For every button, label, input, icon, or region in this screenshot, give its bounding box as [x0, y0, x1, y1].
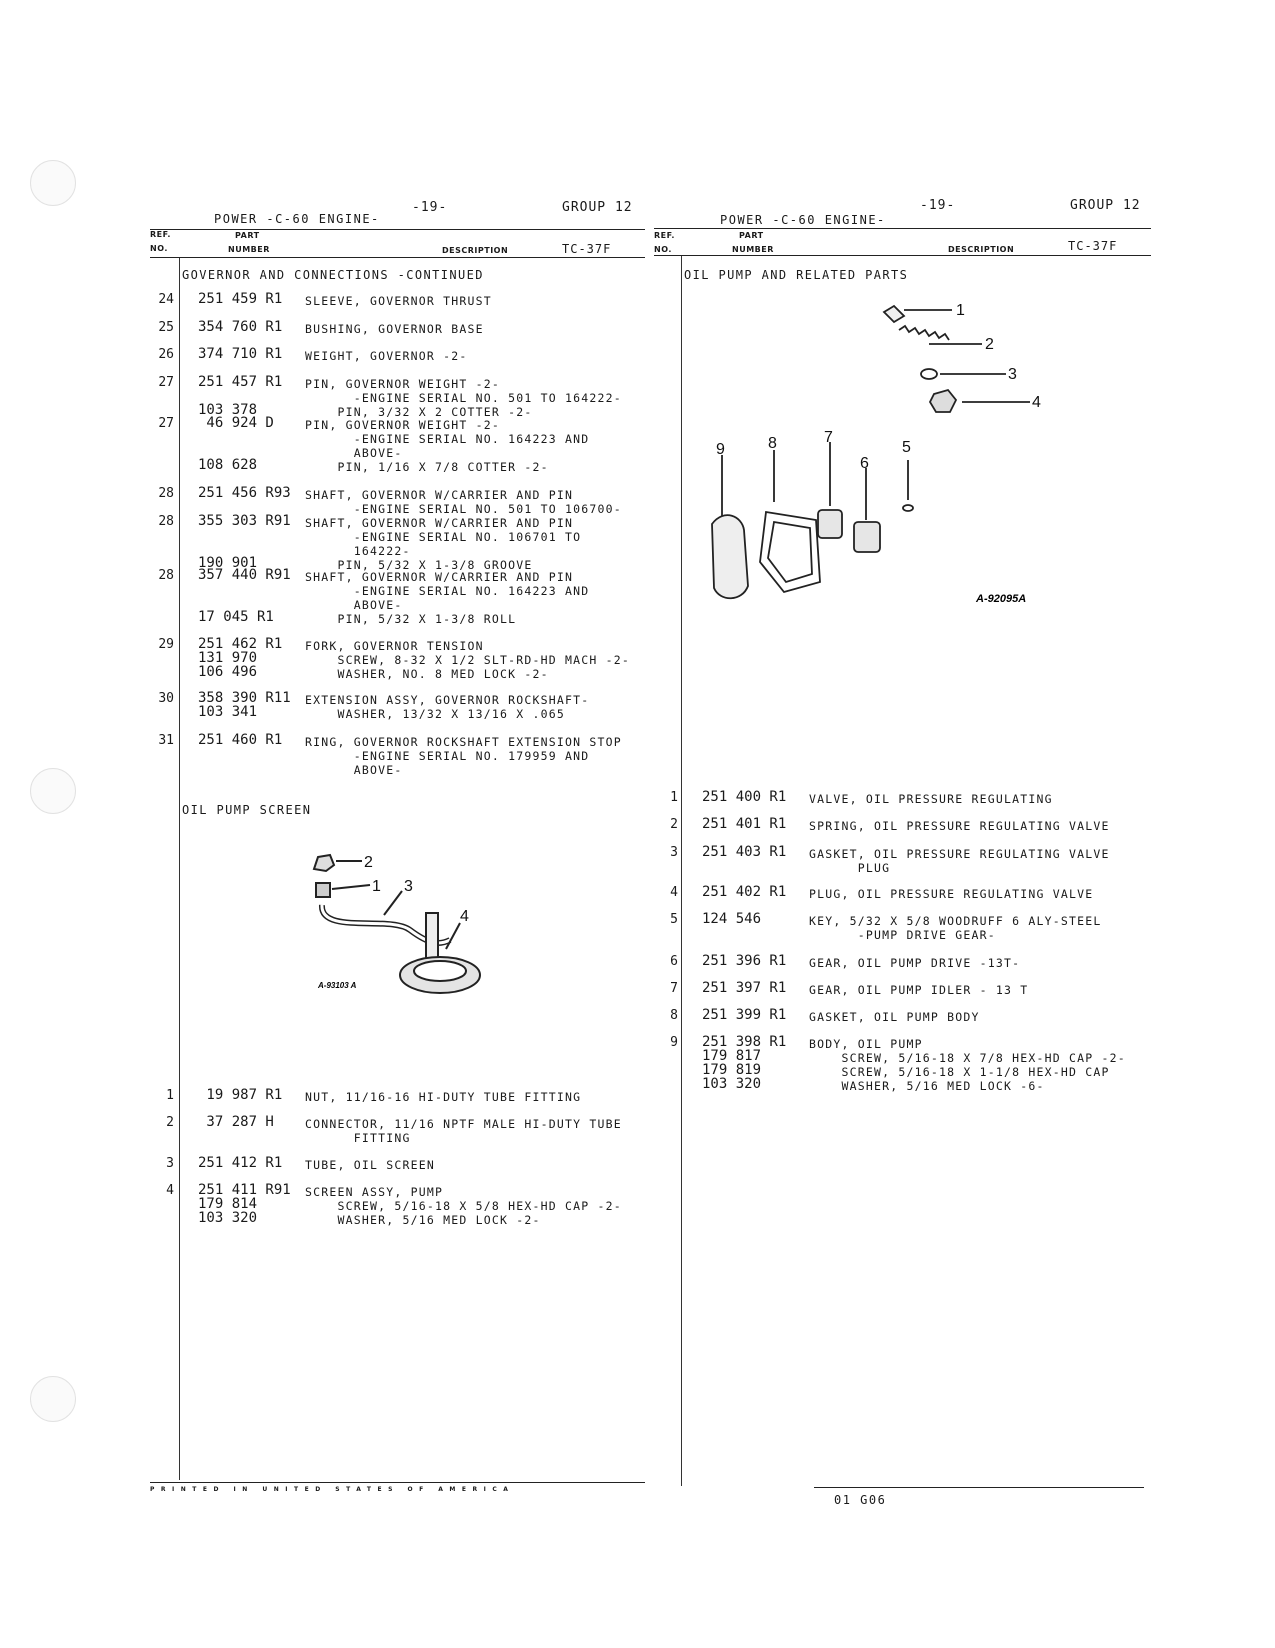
- ref-number: 3: [166, 1156, 174, 1171]
- fig-label-9: 9: [716, 441, 725, 458]
- part-numbers: [198, 691, 291, 719]
- description-line: SLEEVE, GOVERNOR THRUST: [305, 294, 492, 308]
- col-description: DESCRIPTION: [948, 245, 1015, 254]
- ref-number: 2: [166, 1115, 174, 1130]
- description-line: PIN, 5/32 X 1-3/8 ROLL: [305, 612, 517, 626]
- part-number: 106 496: [198, 664, 258, 680]
- part-description: [809, 792, 1053, 806]
- part-description: [809, 1037, 1126, 1093]
- part-number: 251 402 R1: [702, 884, 787, 900]
- fig-code: A-93103 A: [318, 981, 357, 990]
- part-number: 179 819: [702, 1062, 762, 1078]
- ref-number: 4: [166, 1183, 174, 1198]
- part-description: [305, 349, 467, 363]
- group-label: GROUP 12: [1070, 198, 1141, 213]
- description-line: FITTING: [305, 1131, 411, 1145]
- description-line: FORK, GOVERNOR TENSION: [305, 639, 484, 653]
- ref-number: 3: [670, 845, 678, 860]
- description-line: -ENGINE SERIAL NO. 164223 AND: [305, 432, 590, 446]
- ref-number: 8: [670, 1008, 678, 1023]
- ref-number: 6: [670, 954, 678, 969]
- fig-label-6: 6: [860, 455, 869, 472]
- col-part-1: PART: [235, 231, 260, 240]
- ref-number: 9: [670, 1035, 678, 1050]
- fig-pump-body: [712, 515, 748, 598]
- part-description: [305, 294, 492, 308]
- description-line: GEAR, OIL PUMP IDLER - 13 T: [809, 983, 1029, 997]
- part-numbers: [198, 1088, 282, 1102]
- ref-number: 24: [158, 292, 174, 307]
- part-description: [305, 735, 622, 777]
- section-title-oil-pump-screen: OIL PUMP SCREEN: [182, 803, 312, 817]
- page-number: -19-: [920, 198, 956, 213]
- part-description: [305, 570, 589, 626]
- part-number: 103 378: [198, 402, 258, 418]
- part-description: [809, 983, 1028, 997]
- ref-number: 2: [670, 817, 678, 832]
- description-line: SCREW, 5/16-18 X 7/8 HEX-HD CAP -2-: [809, 1051, 1126, 1065]
- col-ref-1: REF.: [150, 230, 171, 239]
- part-number: 374 710 R1: [198, 346, 283, 362]
- part-numbers: [198, 486, 291, 500]
- ref-number: 27: [158, 416, 174, 431]
- part-description: [305, 1185, 622, 1227]
- fig-label-1: 1: [372, 878, 381, 895]
- col-part-1: PART: [739, 231, 764, 240]
- description-line: WEIGHT, GOVERNOR -2-: [305, 349, 468, 363]
- description-line: -ENGINE SERIAL NO. 164223 AND: [305, 584, 590, 598]
- part-description: [305, 516, 581, 572]
- part-number: 103 341: [198, 704, 258, 720]
- page-number: -19-: [412, 200, 448, 215]
- fig-nut: [314, 855, 334, 871]
- part-numbers: [198, 375, 282, 417]
- description-line: NUT, 11/16-16 HI-DUTY TUBE FITTING: [305, 1090, 582, 1104]
- part-description: [809, 819, 1110, 833]
- fig-plug: [930, 390, 956, 412]
- ref-number: 27: [158, 375, 174, 390]
- part-description: [305, 377, 622, 419]
- part-numbers: [702, 954, 786, 968]
- description-line: GASKET, OIL PRESSURE REGULATING VALVE: [809, 847, 1110, 861]
- part-number: 251 403 R1: [702, 844, 787, 860]
- part-description: [305, 322, 484, 336]
- description-line: WASHER, 13/32 X 13/16 X .065: [305, 707, 565, 721]
- part-description: [809, 956, 1020, 970]
- oil-pump-screen-illustration: [300, 845, 500, 1005]
- tc-code: TC-37F: [1068, 239, 1118, 253]
- description-line: -ENGINE SERIAL NO. 501 TO 106700-: [305, 502, 622, 516]
- part-number: 251 457 R1: [198, 374, 283, 390]
- part-numbers: [198, 637, 282, 679]
- part-description: [305, 693, 589, 721]
- description-line: SHAFT, GOVERNOR W/CARRIER AND PIN: [305, 516, 574, 530]
- description-line: SCREW, 8-32 X 1/2 SLT-RD-HD MACH -2-: [305, 653, 630, 667]
- description-line: SCREEN ASSY, PUMP: [305, 1185, 444, 1199]
- ref-number: 30: [158, 691, 174, 706]
- ref-number: 7: [670, 981, 678, 996]
- part-number: 251 399 R1: [702, 1007, 787, 1023]
- part-description: [809, 914, 1101, 942]
- description-line: -PUMP DRIVE GEAR-: [809, 928, 996, 942]
- part-numbers: [702, 885, 786, 899]
- part-number: 103 320: [702, 1076, 762, 1092]
- part-description: [809, 887, 1093, 901]
- part-number: [198, 582, 291, 596]
- part-number: 251 456 R93: [198, 485, 291, 501]
- part-number: 355 303 R91: [198, 513, 291, 529]
- fig-label-2: 2: [364, 854, 373, 871]
- part-number: 251 400 R1: [702, 789, 787, 805]
- description-line: TUBE, OIL SCREEN: [305, 1158, 435, 1172]
- description-line: ABOVE-: [305, 598, 403, 612]
- part-number: 190 901: [198, 555, 258, 571]
- description-line: -ENGINE SERIAL NO. 179959 AND: [305, 749, 590, 763]
- fig-label-1: 1: [956, 302, 965, 319]
- description-line: ABOVE-: [305, 446, 403, 460]
- fig-label-7: 7: [824, 429, 833, 446]
- col-part-2: NUMBER: [228, 245, 270, 254]
- part-description: [809, 847, 1110, 875]
- part-description: [305, 1158, 435, 1172]
- description-line: WASHER, 5/16 MED LOCK -2-: [305, 1213, 541, 1227]
- fig-code: A-92095A: [976, 593, 1027, 605]
- description-line: SCREW, 5/16-18 X 1-1/8 HEX-HD CAP: [809, 1065, 1110, 1079]
- description-line: BUSHING, GOVERNOR BASE: [305, 322, 484, 336]
- part-number: 354 760 R1: [198, 319, 283, 335]
- binder-hole-top: [30, 160, 76, 206]
- part-number: 358 390 R11: [198, 690, 291, 706]
- header-rule: [654, 228, 1151, 229]
- part-number: 179 817: [702, 1048, 762, 1064]
- description-line: KEY, 5/32 X 5/8 WOODRUFF 6 ALY-STEEL: [809, 914, 1102, 928]
- part-number: [198, 430, 274, 444]
- part-numbers: [702, 845, 786, 859]
- ref-number: 1: [166, 1088, 174, 1103]
- part-number: 103 320: [198, 1210, 258, 1226]
- page-title: POWER -C-60 ENGINE-: [214, 212, 380, 226]
- part-description: [809, 1010, 980, 1024]
- fig-label-3: 3: [404, 878, 413, 895]
- part-number: 251 397 R1: [702, 980, 787, 996]
- part-numbers: [198, 514, 291, 570]
- left-column: [150, 0, 650, 1648]
- part-numbers: [198, 1183, 291, 1225]
- part-numbers: [198, 568, 291, 624]
- part-description: [305, 418, 589, 474]
- description-line: PIN, 1/16 X 7/8 COTTER -2-: [305, 460, 549, 474]
- part-description: [305, 1090, 581, 1104]
- part-numbers: [198, 1156, 282, 1170]
- part-numbers: [702, 1035, 786, 1091]
- ref-number: 28: [158, 514, 174, 529]
- section-title-oil-pump: OIL PUMP AND RELATED PARTS: [684, 268, 909, 282]
- part-number: 251 460 R1: [198, 732, 283, 748]
- part-description: [305, 488, 622, 516]
- fig-idler-gear: [818, 510, 842, 538]
- footer-rule: [814, 1487, 1144, 1488]
- right-column: [654, 0, 1154, 1648]
- part-number: 37 287 H: [198, 1114, 274, 1130]
- part-number: 251 398 R1: [702, 1034, 787, 1050]
- part-number: 46 924 D: [198, 415, 274, 431]
- description-line: PIN, 5/32 X 1-3/8 GROOVE: [305, 558, 533, 572]
- description-line: WASHER, NO. 8 MED LOCK -2-: [305, 667, 549, 681]
- part-number: 19 987 R1: [198, 1087, 283, 1103]
- part-numbers: [702, 817, 786, 831]
- ref-number: 31: [158, 733, 174, 748]
- fig-label-2: 2: [985, 336, 994, 353]
- part-numbers: [702, 912, 761, 926]
- part-number: 251 459 R1: [198, 291, 283, 307]
- description-line: PLUG, OIL PRESSURE REGULATING VALVE: [809, 887, 1094, 901]
- footer-rule: [150, 1482, 645, 1483]
- oil-pump-illustration: [694, 290, 1094, 620]
- part-numbers: [198, 292, 282, 306]
- description-line: ABOVE-: [305, 763, 403, 777]
- description-line: BODY, OIL PUMP: [809, 1037, 923, 1051]
- column-divider: [179, 258, 180, 1480]
- part-number: 251 462 R1: [198, 636, 283, 652]
- description-line: 164222-: [305, 544, 411, 558]
- fig-connector: [316, 883, 330, 897]
- description-line: SPRING, OIL PRESSURE REGULATING VALVE: [809, 819, 1110, 833]
- part-numbers: [702, 790, 786, 804]
- description-line: SHAFT, GOVERNOR W/CARRIER AND PIN: [305, 570, 574, 584]
- binder-hole-middle: [30, 768, 76, 814]
- part-numbers: [198, 416, 274, 472]
- part-number: 108 628: [198, 457, 258, 473]
- part-number: [198, 528, 291, 542]
- description-line: PIN, GOVERNOR WEIGHT -2-: [305, 418, 500, 432]
- col-description: DESCRIPTION: [442, 246, 509, 255]
- description-line: -ENGINE SERIAL NO. 106701 TO: [305, 530, 582, 544]
- description-line: GEAR, OIL PUMP DRIVE -13T-: [809, 956, 1021, 970]
- binder-hole-bottom: [30, 1376, 76, 1422]
- part-number: 251 401 R1: [702, 816, 787, 832]
- col-ref-2: NO.: [654, 245, 672, 254]
- description-line: -ENGINE SERIAL NO. 501 TO 164222-: [305, 391, 622, 405]
- ref-number: 28: [158, 486, 174, 501]
- part-numbers: [702, 1008, 786, 1022]
- ref-number: 25: [158, 320, 174, 335]
- fig-label-5: 5: [902, 439, 911, 456]
- fig-key: [903, 505, 913, 511]
- ref-number: 5: [670, 912, 678, 927]
- part-description: [305, 1117, 622, 1145]
- part-number: 124 546: [702, 911, 762, 927]
- description-line: CONNECTOR, 11/16 NPTF MALE HI-DUTY TUBE: [305, 1117, 622, 1131]
- ref-number: 1: [670, 790, 678, 805]
- header-rule-bottom: [150, 257, 645, 258]
- printed-in-usa: PRINTED IN UNITED STATES OF AMERICA: [150, 1486, 515, 1493]
- ref-number: 29: [158, 637, 174, 652]
- description-line: SHAFT, GOVERNOR W/CARRIER AND PIN: [305, 488, 574, 502]
- col-ref-1: REF.: [654, 231, 675, 240]
- part-number: 357 440 R91: [198, 567, 291, 583]
- description-line: RING, GOVERNOR ROCKSHAFT EXTENSION STOP: [305, 735, 622, 749]
- part-numbers: [702, 981, 786, 995]
- part-number: 251 411 R91: [198, 1182, 291, 1198]
- part-number: 251 396 R1: [702, 953, 787, 969]
- description-line: PLUG: [809, 861, 891, 875]
- ref-number: 26: [158, 347, 174, 362]
- description-line: WASHER, 5/16 MED LOCK -6-: [809, 1079, 1045, 1093]
- part-numbers: [198, 347, 282, 361]
- group-label: GROUP 12: [562, 200, 633, 215]
- col-part-2: NUMBER: [732, 245, 774, 254]
- part-numbers: [198, 733, 282, 747]
- part-number: [198, 596, 291, 610]
- description-line: VALVE, OIL PRESSURE REGULATING: [809, 792, 1053, 806]
- part-number: 131 970: [198, 650, 258, 666]
- part-numbers: [198, 1115, 274, 1129]
- fig-label-8: 8: [768, 435, 777, 452]
- part-number: 17 045 R1: [198, 609, 274, 625]
- description-line: EXTENSION ASSY, GOVERNOR ROCKSHAFT-: [305, 693, 590, 707]
- description-line: GASKET, OIL PUMP BODY: [809, 1010, 980, 1024]
- part-number: [198, 444, 274, 458]
- header-rule-bottom: [654, 255, 1151, 256]
- fig-spring: [899, 326, 949, 340]
- part-number: 251 412 R1: [198, 1155, 283, 1171]
- part-numbers: [198, 320, 282, 334]
- fig-label-4: 4: [460, 908, 469, 925]
- fig-label-4: 4: [1032, 394, 1041, 411]
- part-description: [305, 639, 630, 681]
- description-line: PIN, 3/32 X 2 COTTER -2-: [305, 405, 533, 419]
- section-title-governor: GOVERNOR AND CONNECTIONS -CONTINUED: [182, 268, 484, 282]
- column-divider: [681, 256, 682, 1486]
- tc-code: TC-37F: [562, 242, 612, 256]
- part-number: [198, 542, 291, 556]
- page-title: POWER -C-60 ENGINE-: [720, 213, 886, 227]
- fig-label-3: 3: [1008, 366, 1017, 383]
- part-number: 179 814: [198, 1196, 258, 1212]
- footer-code: 01 G06: [834, 1493, 887, 1507]
- description-line: PIN, GOVERNOR WEIGHT -2-: [305, 377, 500, 391]
- part-number: [198, 389, 282, 403]
- fig-drive-gear: [854, 522, 880, 552]
- ref-number: 28: [158, 568, 174, 583]
- fig-gasket: [921, 369, 937, 379]
- fig-valve: [884, 306, 904, 322]
- col-ref-2: NO.: [150, 244, 168, 253]
- description-line: SCREW, 5/16-18 X 5/8 HEX-HD CAP -2-: [305, 1199, 622, 1213]
- header-rule: [150, 229, 645, 230]
- ref-number: 4: [670, 885, 678, 900]
